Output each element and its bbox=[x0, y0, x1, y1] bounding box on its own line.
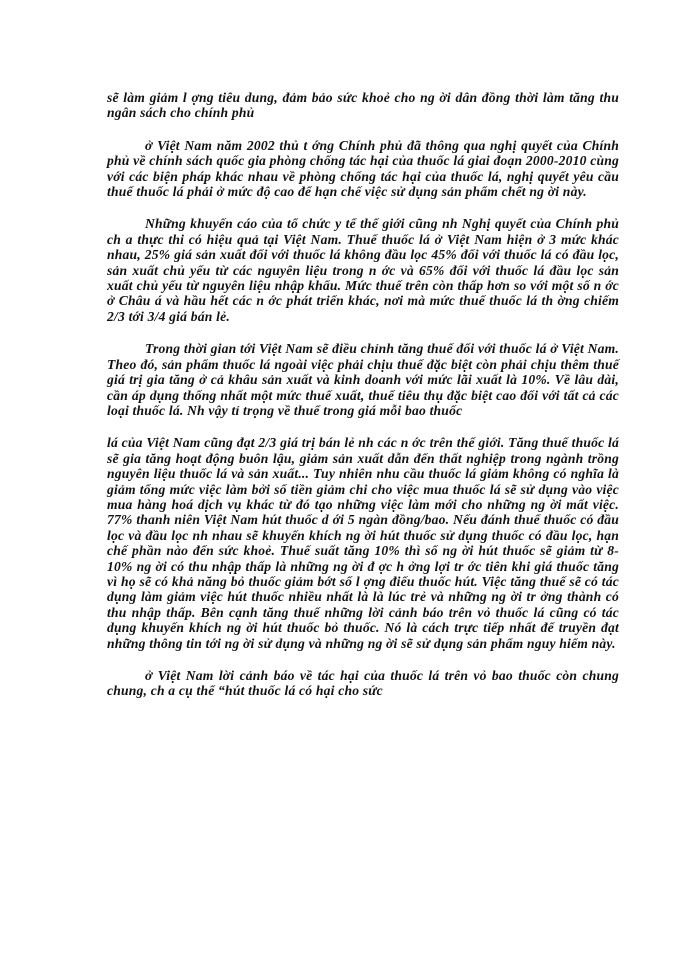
paragraph-who-recommendations: Những khuyến cáo của tổ chức y tế thế giới cũng nh Nghị quyết của Chính phủ ch a thực thi có hiệu quả tại Việt Nam. Thuế thuốc lá ở Việt Nam hiện ở 3 mức khác nhau, 25% giá sản xuất đối với thuốc lá không đầu lọc 45% đối với thuốc lá có đầu lọc, sản xuất chủ yếu từ các nguyên liệu trong n ớc và 65% đối với thuốc lá đầu lọc sản xuất chủ yếu từ nguyên liệu nhập khẩu. Mức thuế trên còn thấp hơn so với một số n ớc ở Châu á và hầu hết các n ớc phát triển khác, nơi mà mức thuế thuốc lá th ờng chiếm 2/3 tới 3/4 giá bán lẻ. bbox=[107, 216, 619, 324]
paragraph-tax-effects: lá của Việt Nam cũng đạt 2/3 giá trị bán lẻ nh các n ớc trên thế giới. Tăng thuế thuốc lá sẽ gia tăng hoạt động buôn lậu, giảm sản xuất dẫn đến thất nghiệp trong ngành trồng nguyên liệu thuốc lá và sản xuất... Tuy nhiên nhu cầu thuốc lá giảm không có nghĩa là giảm tổng mức việc làm bởi số tiền giảm chi cho việc mua thuốc lá sẽ sử dụng vào việc mua hàng hoá dịch vụ khác từ đó tạo những việc làm mới cho những ng ời mất việc. 77% thanh niên Việt Nam hút thuốc d ới 5 ngàn đồng/bao. Nếu đánh thuế thuốc có đầu lọc và đầu lọc nh nhau sẽ khuyến khích ng ời hút thuốc sử dụng thuốc có đầu lọc, hạn chế phần nào đến sức khoẻ. Thuế suất tăng 10% thì số ng ời hút thuốc sẽ giảm từ 8-10% ng ời có thu nhập thấp là những ng ời đ ợc h ởng lợi tr ớc tiên khi giá thuốc tăng vì họ sẽ có khả năng bỏ thuốc giảm bớt số l ợng điếu thuốc hút. Việc tăng thuế sẽ có tác dụng làm giảm việc hút thuốc nhiều nhất là là lúc trẻ và những ng ời tr ởng thành có thu nhập thấp. Bên cạnh tăng thuế những lời cảnh báo trên vỏ thuốc lá cũng có tác dụng khuyến khích ng ời hút thuốc bỏ thuốc. Nó là cách trực tiếp nhất để truyền đạt những thông tin tới ng ời sử dụng và những ng ời sẽ sử dụng sản phẩm nguy hiểm này. bbox=[107, 435, 619, 651]
paragraph-government-resolution: ở Việt Nam năm 2002 thủ t ớng Chính phủ đã thông qua nghị quyết của Chính phủ về chính sách quốc gia phòng chống tác hại của thuốc lá giai đoạn 2000-2010 cùng với các biện pháp khác nhau về phòng chống tác hại của thuốc lá, nghị quyết yêu cầu thuế thuốc lá phải ở mức độ cao để hạn chế việc sử dụng sản phẩm chết ng ời này. bbox=[107, 137, 619, 200]
paragraph-continuation-top: sẽ làm giảm l ợng tiêu dung, đảm bảo sức khoẻ cho ng ời dân đồng thời làm tăng thu ngân sách cho chính phủ bbox=[107, 90, 619, 121]
paragraph-tax-adjustment: Trong thời gian tới Việt Nam sẽ điều chỉnh tăng thuế đối với thuốc lá ở Việt Nam. Theo đó, sản phẩm thuốc lá ngoài việc phải chịu thuế đặc biệt còn phải chịu thêm thuế giá trị gia tăng ở cả khâu sản xuất và kinh doanh với mức lãi xuất là 10%. Về lâu dài, cần áp dụng thống nhất một mức thuế xuất, thuế tiêu thụ đặc biệt cao đối với tất cả các loại thuốc lá. Nh vậy tỉ trọng về thuế trong giá mỗi bao thuốc bbox=[107, 341, 619, 418]
paragraph-health-warning: ở Việt Nam lời cảnh báo về tác hại của thuốc lá trên vỏ bao thuốc còn chung chung, ch a cụ thể “hút thuốc lá có hại cho sức bbox=[107, 668, 619, 699]
document-page bbox=[107, 90, 619, 716]
